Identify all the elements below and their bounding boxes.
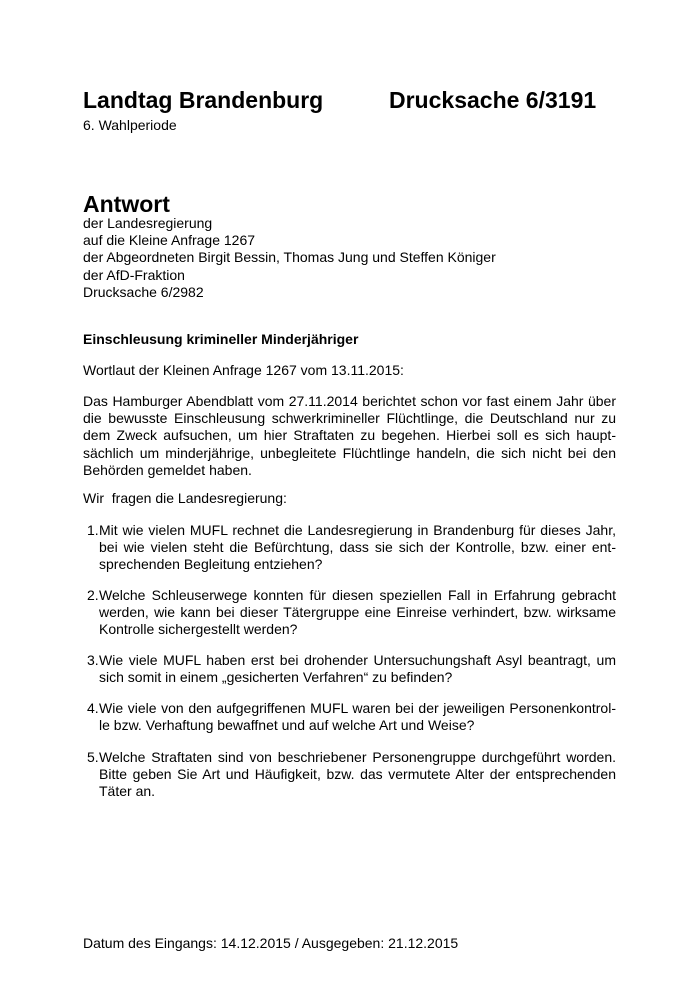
question-line: werden, wie kann bei dieser Tätergruppe eine Einreise verhindert, bzw. wirksame xyxy=(99,604,616,621)
question-line: Wie viele von den aufgegriffenen MUFL waren bei der jeweiligen Personenkontrol- xyxy=(99,700,616,716)
meta-line: der Landesregierung xyxy=(83,215,213,231)
inquiry-wording-label: Wortlaut der Kleinen Anfrage 1267 vom 13.11.2015: xyxy=(83,362,404,378)
intro-line: die bewusste Einschleusung schwerkrimineller Flüchtlinge, die Deutschland nur zu xyxy=(83,410,616,427)
question-item xyxy=(87,652,616,686)
intro-line: sächlich um minderjährige, unbegleitete Flüchtlinge handeln, die sich nicht bei den xyxy=(83,444,616,461)
question-item xyxy=(87,749,616,801)
receipt-dates: Datum des Eingangs: 14.12.2015 / Ausgegeben: 21.12.2015 xyxy=(83,935,459,951)
question-line: Welche Straftaten sind von beschriebener Personengruppe durchgeführt worden. xyxy=(99,749,616,765)
topic-heading: Einschleusung krimineller Minderjähriger xyxy=(83,331,359,347)
question-lead: Wir fragen die Landesregierung: xyxy=(83,490,287,506)
question-line: sprechenden Begleitung entziehen? xyxy=(99,556,323,573)
meta-line: Drucksache 6/2982 xyxy=(83,283,204,300)
question-line: Täter an. xyxy=(99,783,156,800)
question-line: Kontrolle sichergestellt werden? xyxy=(99,621,298,638)
legislative-period: 6. Wahlperiode xyxy=(83,117,177,133)
question-item xyxy=(87,700,616,734)
answer-heading: Antwort xyxy=(83,191,170,217)
document-number: Drucksache 6/3191 xyxy=(389,87,597,113)
meta-line: der Abgeordneten Birgit Bessin, Thomas Jung und Steffen Königer xyxy=(83,249,496,266)
question-number: 4. xyxy=(87,700,99,716)
intro-line: dem Zweck aufsuchen, um hier Straftaten zu begehen. Hierbei soll es sich haupt- xyxy=(83,427,616,444)
answer-meta xyxy=(83,215,496,301)
question-line: sich somit in einem „gesicherten Verfahren“ zu befinden? xyxy=(99,669,453,686)
question-number: 5. xyxy=(87,749,99,765)
question-line: bei wie vielen steht die Befürchtung, dass sie sich der Kontrolle, bzw. einer ent- xyxy=(99,539,616,556)
question-number: 3. xyxy=(87,652,99,668)
intro-line: Das Hamburger Abendblatt vom 27.11.2014 berichtet schon vor fast einem Jahr über xyxy=(83,393,616,409)
question-number: 2. xyxy=(87,587,99,603)
question-line: Wie viele MUFL haben erst bei drohender Untersuchungshaft Asyl beantragt, um xyxy=(99,652,616,668)
intro-paragraph xyxy=(83,393,616,479)
meta-line: auf die Kleine Anfrage 1267 xyxy=(83,232,256,249)
question-line: Mit wie vielen MUFL rechnet die Landesregierung in Brandenburg für dieses Jahr, xyxy=(99,522,616,538)
intro-line: Behörden gemeldet haben. xyxy=(83,461,252,478)
question-line: Welche Schleuserwege konnten für diesen speziellen Fall in Erfahrung gebracht xyxy=(99,587,616,603)
question-item xyxy=(87,522,616,574)
question-line: Bitte geben Sie Art und Häufigkeit, bzw. das vermutete Alter der entsprechenden xyxy=(99,766,616,783)
parliament-title: Landtag Brandenburg xyxy=(83,87,324,113)
meta-line: der AfD-Fraktion xyxy=(83,266,185,283)
question-line: le bzw. Verhaftung bewaffnet und auf welche Art und Weise? xyxy=(99,717,475,734)
question-item xyxy=(87,587,616,639)
question-number: 1. xyxy=(87,522,99,538)
